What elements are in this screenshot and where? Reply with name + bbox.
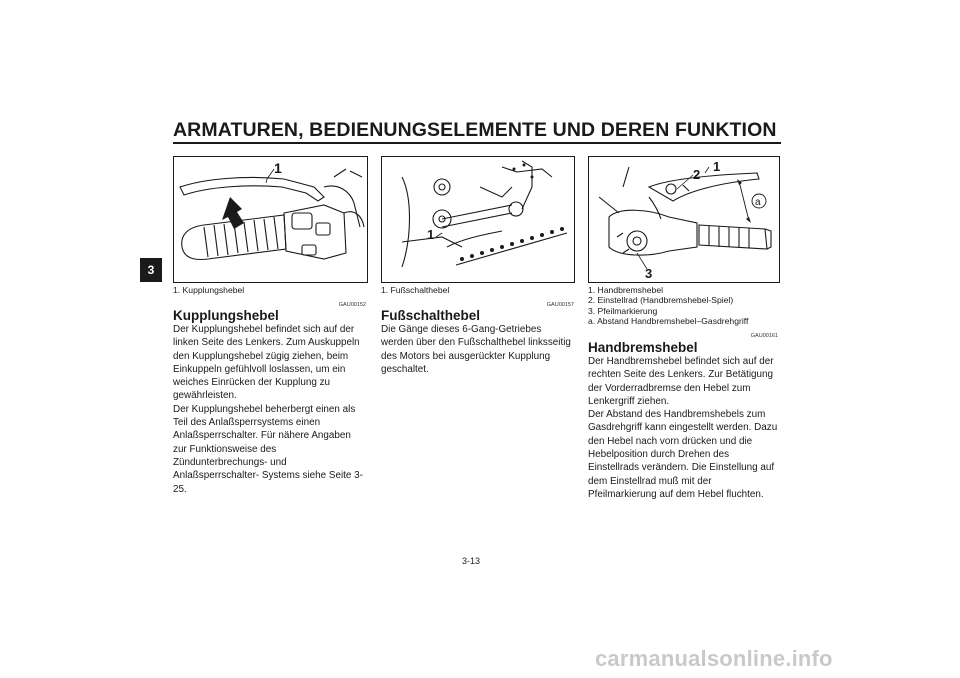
reference-code: GAU00161 [750, 333, 778, 339]
callout-label: 2 [693, 167, 701, 182]
reference-code: GAU00157 [546, 302, 574, 308]
brake-lever-illustration [589, 157, 779, 282]
section-heading: Kupplungshebel [173, 308, 279, 323]
section-heading: Handbremshebel [588, 340, 698, 355]
page-title: ARMATUREN, BEDIENUNGSELEMENTE UND DEREN FUNKTION [173, 119, 777, 141]
watermark[interactable]: carmanualsonline.info [595, 646, 833, 671]
caption-line: 3. Pfeilmarkierung [588, 305, 658, 316]
header-rule [173, 142, 781, 144]
section-body [173, 323, 367, 496]
shift-pedal-illustration [382, 157, 574, 282]
paragraph: Der Kupplungshebel beherbergt einen als Teil des Anlaßsperrsystems einen Anlaßsperrschalter. Für nähere Angaben zur Funktionsweise des Zündunterbrechungs- und Anlaßsperrschalter- Systems siehe Seite 3-25. [173, 403, 363, 495]
callout-label: 1 [713, 159, 721, 174]
brake-lever-figure [588, 156, 780, 283]
reference-code: GAU00152 [338, 302, 366, 308]
caption-line: 2. Einstellrad (Handbremshebel-Spiel) [588, 295, 734, 306]
figure-caption [381, 285, 449, 295]
shift-pedal-figure [381, 156, 575, 283]
chapter-tab: 3 [140, 258, 162, 282]
page-number: 3-13 [462, 556, 481, 566]
callout-label: 3 [645, 266, 653, 281]
paragraph: Der Kupplungshebel befindet sich auf der linken Seite des Lenkers. Zum Auskuppeln den Kupplungshebel zügig ziehen, beim Einkuppeln gefühlvoll loslassen, um ein weiches Einrücken der Kupplung zu gewährleisten. [173, 324, 360, 402]
clutch-lever-illustration [174, 157, 367, 282]
caption-line: 1. Kupplungshebel [173, 285, 245, 295]
caption-line: 1. Fußschalthebel [381, 285, 450, 295]
callout-label: 1 [274, 160, 282, 176]
paragraph: Die Gänge dieses 6-Gang-Getriebes werden über den Fußschalthebel linksseitig des Motors bei ausgerückter Kupplung geschaltet. [381, 324, 571, 375]
caption-line: 1. Handbremshebel [588, 285, 664, 295]
section-heading: Fußschalthebel [381, 308, 481, 323]
callout-label: 1 [427, 227, 435, 242]
section-body [588, 355, 780, 501]
figure-caption [588, 285, 748, 326]
figure-caption [173, 285, 244, 295]
callout-label: a [755, 197, 761, 208]
clutch-lever-figure [173, 156, 368, 283]
section-body [381, 323, 573, 376]
caption-line: a. Abstand Handbremshebel–Gasdrehgriff [588, 315, 749, 326]
paragraph: Der Abstand des Handbremshebels zum Gasdrehgriff kann eingestellt werden. Dazu den Hebel nach vorn drücken und die Hebelposition durch Drehen des Einstellrads verändern. Die Einstellung auf dem Einstellrad muß mit der Pfeilmarkierung auf dem Hebel fluchten. [588, 409, 778, 500]
paragraph: Der Handbremshebel befindet sich auf der rechten Seite des Lenkers. Zur Betätigung der Vorderradbremse den Hebel zum Lenkergriff ziehen. [588, 356, 774, 407]
